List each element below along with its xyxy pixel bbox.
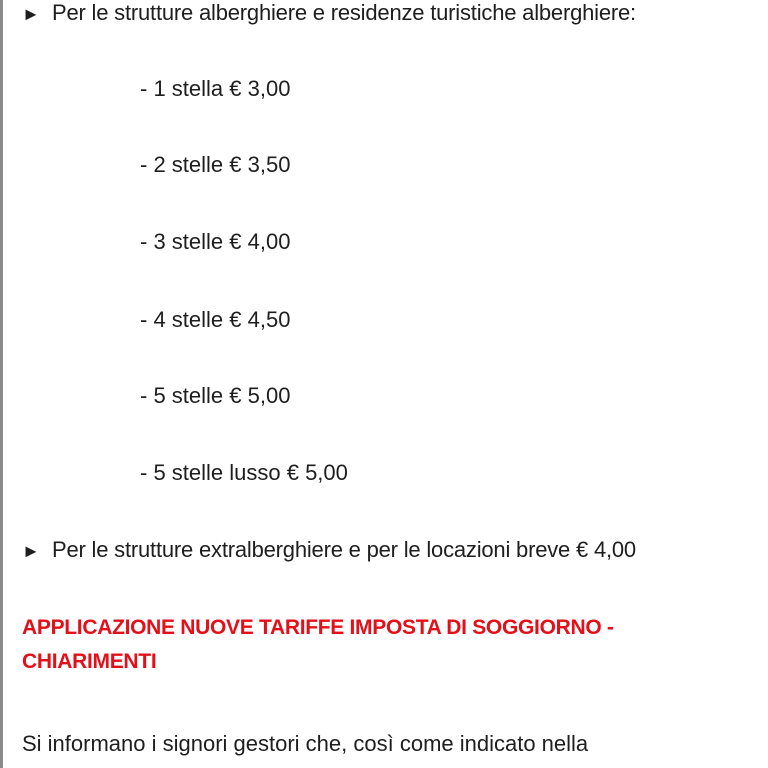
extra-section-text: Per le strutture extralberghiere e per le locazioni breve € 4,00 bbox=[52, 537, 636, 562]
rate-item: - 2 stelle € 3,50 bbox=[140, 152, 291, 177]
rate-item: - 1 stella € 3,00 bbox=[140, 76, 291, 101]
rate-item: - 5 stelle € 5,00 bbox=[140, 383, 291, 408]
notice-body: Si informano i signori gestori che, così come indicato nella bbox=[22, 731, 589, 756]
hotel-section-text: Per le strutture alberghiere e residenze turistiche alberghiere: bbox=[52, 0, 636, 25]
arrow-bullet-icon: ► bbox=[22, 4, 40, 24]
extra-section-line bbox=[22, 536, 636, 565]
hotel-section-intro bbox=[22, 0, 636, 28]
rate-item: - 4 stelle € 4,50 bbox=[140, 307, 291, 332]
left-border bbox=[0, 0, 3, 768]
rate-item: - 5 stelle lusso € 5,00 bbox=[140, 460, 348, 485]
rate-item: - 3 stelle € 4,00 bbox=[140, 229, 291, 254]
arrow-bullet-icon: ► bbox=[22, 541, 40, 561]
notice-title: APPLICAZIONE NUOVE TARIFFE IMPOSTA DI SOGGIORNO - CHIARIMENTI bbox=[22, 616, 614, 673]
